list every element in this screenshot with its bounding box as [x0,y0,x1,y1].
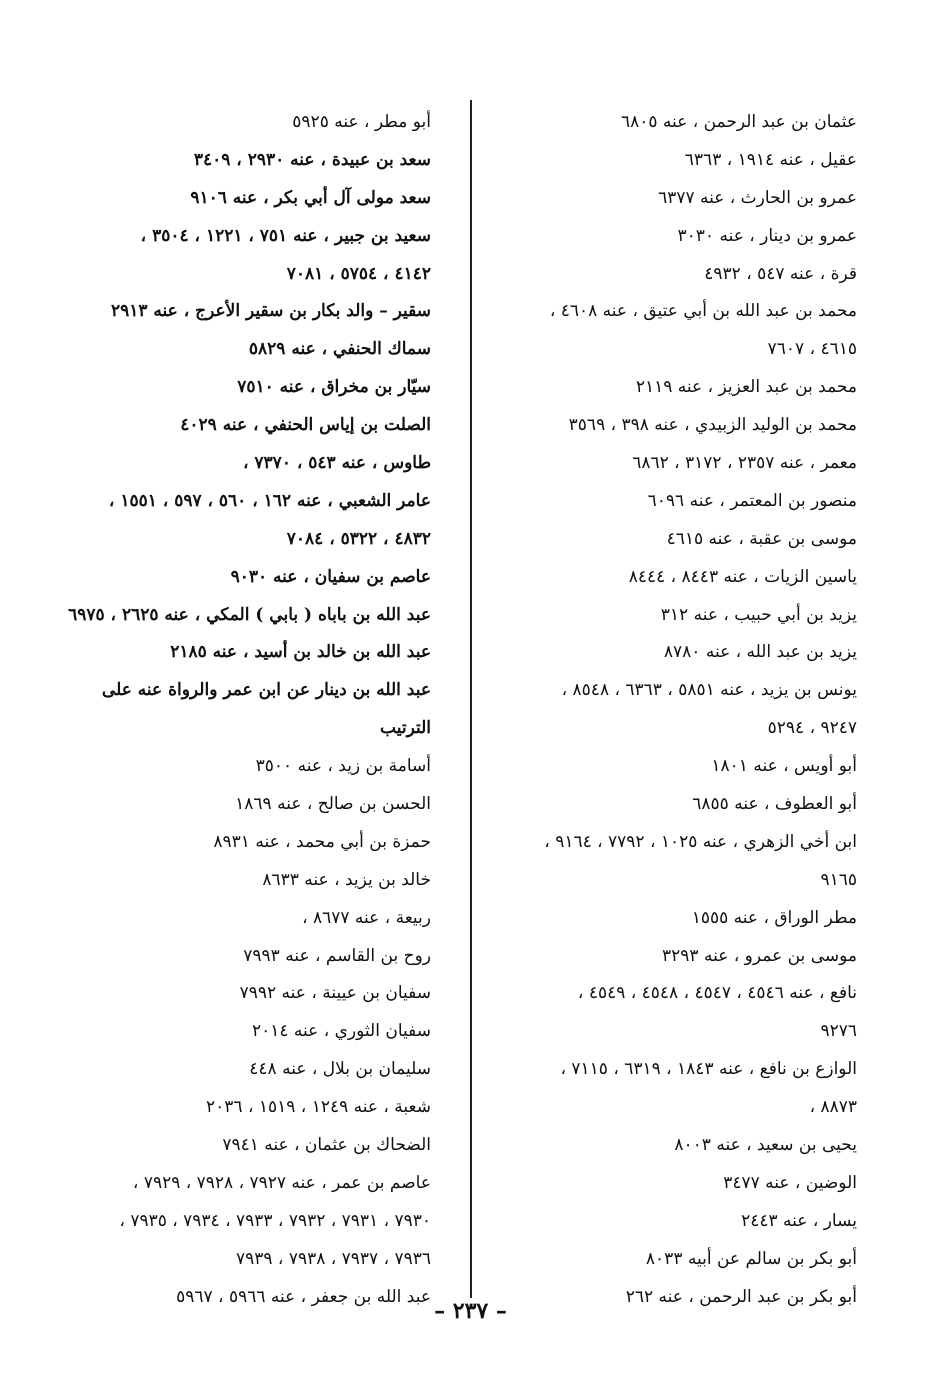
index-entry: عثمان بن عبد الرحمن ، عنه ٦٨٠٥ [620,112,857,132]
index-entry-continuation: ٤٨٣٢ ، ٥٣٢٢ ، ٧٠٨٤ [286,528,431,549]
index-entry: عبد الله بن دينار عن ابن عمر والرواة عنه على [101,680,431,701]
index-entry: سعيد بن جبير ، عنه ٧٥١ ، ١٢٢١ ، ٣٥٠٤ ، [140,225,431,246]
index-entry: عبد الله بن باباه ( بابي ) المكي ، عنه ٢٦٢٥ ، ٦٩٧٥ [68,604,431,625]
index-entry: عقيل ، عنه ١٩١٤ ، ٦٣٦٣ [684,149,857,170]
index-entry: أبو العطوف ، عنه ٦٨٥٥ [692,794,857,815]
index-entry: محمد بن عبد الله بن أبي عتيق ، عنه ٤٦٠٨ ، [549,301,857,322]
index-entry: عمرو بن دينار ، عنه ٣٠٣٠ [677,225,857,246]
index-entry-continuation: ٧٩٣٦ ، ٧٩٣٧ ، ٧٩٣٨ ، ٧٩٣٩ [235,1248,431,1269]
index-entry: يونس بن يزيد ، عنه ٥٨٥١ ، ٦٣٦٣ ، ٨٥٤٨ ، [561,680,857,701]
index-entry: سقير – والد بكار بن سقير الأعرج ، عنه ٢٩١٣ [110,301,431,322]
index-entry: سعد مولى آل أبي بكر ، عنه ٩١٠٦ [190,187,431,208]
index-entry: يزيد بن عبد الله ، عنه ٨٧٨٠ [663,642,857,663]
index-entry: الحسن بن صالح ، عنه ١٨٦٩ [235,794,431,815]
index-entry-continuation: ٩٢٧٦ [820,1021,857,1042]
index-entry: يسار ، عنه ٢٤٤٣ [741,1210,857,1231]
index-entry: نافع ، عنه ٤٥٤٦ ، ٤٥٤٧ ، ٤٥٤٨ ، ٤٥٤٩ ، [577,983,857,1004]
index-entry: سليمان بن بلال ، عنه ٤٤٨ [249,1059,431,1080]
index-entry: معمر ، عنه ٢٣٥٧ ، ٣١٧٢ ، ٦٨٦٢ [632,453,857,474]
index-entry: سماك الحنفي ، عنه ٥٨٢٩ [248,339,431,360]
index-entry: عبد الله بن جعفر ، عنه ٥٩٦٦ ، ٥٩٦٧ [176,1286,431,1307]
index-entry-continuation: ٩١٦٥ [820,869,857,890]
index-entry: عامر الشعبي ، عنه ١٦٢ ، ٥٦٠ ، ٥٩٧ ، ١٥٥١ ، [108,490,431,511]
page-number: – ٢٣٧ – [434,1298,507,1324]
index-entry: أبو بكر بن سالم عن أبيه ٨٠٣٣ [645,1248,857,1269]
index-entry: ياسين الزيات ، عنه ٨٤٤٣ ، ٨٤٤٤ [628,566,857,587]
index-entry: سيّار بن مخراق ، عنه ٧٥١٠ [237,377,431,398]
index-entry: مطر الوراق ، عنه ١٥٥٥ [691,907,857,928]
index-entry-continuation: ٨٨٧٣ ، [809,1097,857,1118]
index-entry: سفيان الثوري ، عنه ٢٠١٤ [252,1021,431,1042]
index-entry: أبو بكر بن عبد الرحمن ، عنه ٢٦٢ [625,1286,857,1307]
right-column [495,104,857,1317]
index-entry: سعد بن عبيدة ، عنه ٢٩٣٠ ، ٣٤٠٩ [193,149,431,170]
index-entry: قرة ، عنه ٥٤٧ ، ٤٩٣٢ [704,263,857,284]
index-entry-continuation: ٩٢٤٧ ، ٥٢٩٤ [767,718,857,739]
index-entry: خالد بن يزيد ، عنه ٨٦٣٣ [262,869,431,890]
index-entry: أبو أويس ، عنه ١٨٠١ [711,756,857,777]
index-entry: سفيان بن عيينة ، عنه ٧٩٩٢ [239,983,431,1004]
index-entry: محمد بن الوليد الزبيدي ، عنه ٣٩٨ ، ٣٥٦٩ [568,415,857,436]
index-entry: أسامة بن زيد ، عنه ٣٥٠٠ [255,756,431,777]
index-entry: الوازع بن نافع ، عنه ١٨٤٣ ، ٦٣١٩ ، ٧١١٥ ، [560,1059,857,1080]
index-entry: الضحاك بن عثمان ، عنه ٧٩٤١ [222,1135,431,1156]
index-entry: الصلت بن إياس الحنفي ، عنه ٤٠٢٩ [180,415,431,436]
index-entry: محمد بن عبد العزيز ، عنه ٢١١٩ [635,377,857,398]
index-entry-continuation: ٧٩٣٠ ، ٧٩٣١ ، ٧٩٣٢ ، ٧٩٣٣ ، ٧٩٣٤ ، ٧٩٣٥ ، [119,1210,431,1231]
index-entry: شعبة ، عنه ١٢٤٩ ، ١٥١٩ ، ٢٠٣٦ [206,1097,431,1118]
index-entry: ربيعة ، عنه ٨٦٧٧ ، [302,907,431,928]
column-divider [470,100,472,1298]
index-entry: عاصم بن عمر ، عنه ٧٩٢٧ ، ٧٩٢٨ ، ٧٩٢٩ ، [132,1172,431,1193]
index-entry: روح بن القاسم ، عنه ٧٩٩٣ [243,945,431,966]
index-entry: طاوس ، عنه ٥٤٣ ، ٧٣٧٠ ، [243,453,431,474]
index-entry: الوضين ، عنه ٣٤٧٧ [723,1172,857,1193]
index-entry: عاصم بن سفيان ، عنه ٩٠٣٠ [230,566,431,587]
index-entry: منصور بن المعتمر ، عنه ٦٠٩٦ [647,490,857,511]
index-entry-continuation: ٤١٤٢ ، ٥٧٥٤ ، ٧٠٨١ [286,263,431,284]
index-entry-continuation: ٤٦١٥ ، ٧٦٠٧ [767,339,857,360]
index-entry: عمرو بن الحارث ، عنه ٦٣٧٧ [658,187,857,208]
index-entry: ابن أخي الزهري ، عنه ١٠٢٥ ، ٧٧٩٢ ، ٩١٦٤ ، [544,831,857,852]
index-entry: موسى بن عمرو ، عنه ٣٢٩٣ [662,945,857,966]
index-entry: يزيد بن أبي حبيب ، عنه ٣١٢ [660,604,857,625]
index-entry: يحيى بن سعيد ، عنه ٨٠٠٣ [674,1135,857,1156]
index-entry: الترتيب [380,718,431,739]
index-entry: حمزة بن أبي محمد ، عنه ٨٩٣١ [213,831,431,852]
index-entry: موسى بن عقبة ، عنه ٤٦١٥ [666,528,857,549]
index-entry: عبد الله بن خالد بن أسيد ، عنه ٢١٨٥ [170,642,431,663]
index-entry: أبو مطر ، عنه ٥٩٢٥ [292,112,431,132]
left-column [59,104,431,1317]
